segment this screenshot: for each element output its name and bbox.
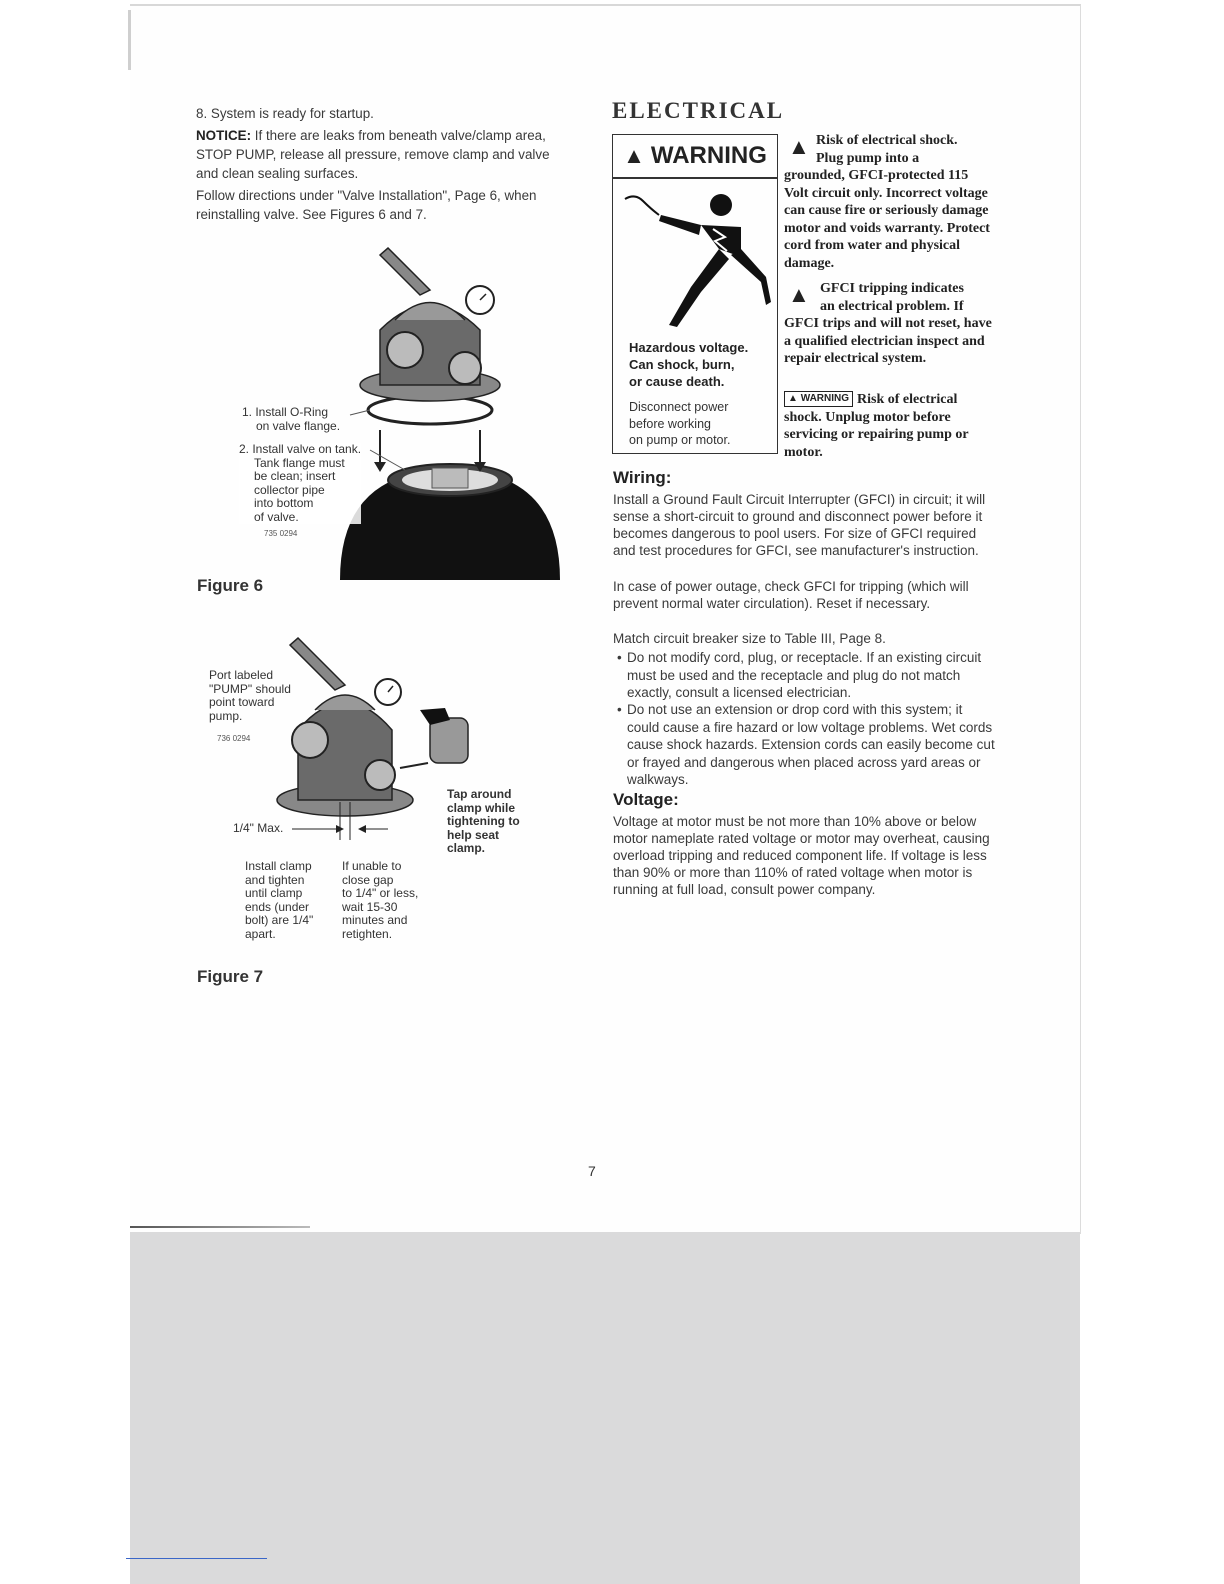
fig7-tap-line-1: Tap around <box>447 787 512 801</box>
warning-2-body: GFCI trips and will not reset, have a qualified electrician inspect and repair electrical system. <box>784 316 992 366</box>
figure-6-label: Figure 6 <box>197 576 264 595</box>
valve-port-left <box>387 332 423 368</box>
valve-handle <box>380 248 430 295</box>
fig7-install-line-2: and tighten <box>245 872 305 887</box>
fig7-install-line-3: until clamp <box>245 886 303 900</box>
tap-arrow <box>400 763 428 768</box>
warning-2-line-2: an electrical problem. If <box>820 298 964 314</box>
fig6-callout-oring <box>242 406 340 433</box>
section-title: ELECTRICAL <box>612 98 785 123</box>
fig7-tap-line-2: clamp while <box>447 800 516 815</box>
page-bottom-edge <box>130 1226 310 1228</box>
fig7-callout-tap <box>447 788 520 856</box>
mini-warning-badge: ▲ WARNING <box>784 391 853 407</box>
bullet-dot-icon: • <box>617 702 622 717</box>
warning-2-head <box>820 280 998 315</box>
fig6-callout-2-line-5: into bottom <box>254 496 314 510</box>
warning-triangle-icon: ▲ <box>788 134 810 159</box>
fig7-unable-line-2: close gap <box>342 872 394 887</box>
scan-background <box>130 1232 1080 1584</box>
disconnect-line-3: on pump or motor. <box>629 433 731 447</box>
bullet-dot-icon: • <box>617 650 622 665</box>
fig7-unable-line-3: to 1/4" or less, <box>342 886 419 900</box>
fig7-unable-line-6: retighten. <box>342 926 393 941</box>
mini-warning-label: WARNING <box>800 393 850 404</box>
fig7-port-line-4: pump. <box>209 708 243 723</box>
fig7-install-line-6: apart. <box>245 926 276 941</box>
fig6-callout-install <box>239 443 361 524</box>
warning-triangle-icon: ▲ <box>623 143 645 168</box>
figure-leg-right <box>731 249 771 305</box>
max-arrow-right-head <box>358 825 366 833</box>
wiring-heading: Wiring: <box>613 468 672 487</box>
valve-port-right <box>449 352 481 384</box>
max-arrow-left-head <box>336 825 344 833</box>
collector-pipe <box>432 468 468 488</box>
notice-paragraph <box>196 126 566 183</box>
disconnect-line-1: Disconnect power <box>629 400 729 414</box>
fig7-port-line-1: Port labeled <box>209 668 274 682</box>
warning-triangle-icon: ▲ <box>788 282 810 307</box>
warning-1-line-2: Plug pump into a <box>816 150 920 166</box>
wiring-paragraph-2: In case of power outage, check GFCI for tripping (which will prevent normal water circulation). Reset if necessary. <box>613 579 969 611</box>
warning-1-head <box>816 132 996 167</box>
warning-box <box>612 134 778 454</box>
page-edge-shadow <box>128 10 131 70</box>
fig7-install-line-5: bolt) are 1/4" <box>245 913 314 927</box>
warning-1-line-1: Risk of electrical shock. <box>816 133 958 148</box>
figure-leg-left <box>669 249 729 327</box>
figure-head <box>710 194 732 216</box>
fig7-port-right <box>365 760 395 790</box>
wire <box>625 196 659 215</box>
warning-1-body: grounded, GFCI-protected 115 Volt circuit only. Incorrect voltage can cause fire or seriously damage motor and voids warranty. Protect cord from water and physical damage. <box>784 168 990 271</box>
notice-label: NOTICE: <box>196 128 252 143</box>
bullet-2-text: Do not use an extension or drop cord with this system; it could cause a fire hazard or low voltage problems. Wet cords cause shock hazards. Extension cords can easily become cut or frayed and dangerous when placed across yard areas or walkways. <box>627 702 995 787</box>
fig7-handle <box>290 638 345 690</box>
disconnect-line-2: before working <box>629 416 711 431</box>
follow-paragraph: Follow directions under "Valve Installation", Page 6, when reinstalling valve. See Figures 6 and 7. <box>196 188 537 222</box>
hazard-line-2: Can shock, burn, <box>629 357 735 372</box>
fig7-port-line-2: "PUMP" should <box>209 681 291 696</box>
fig6-callout-2-line-4: collector pipe <box>254 482 325 497</box>
fig6-callout-2-line-2: Tank flange must <box>254 455 345 470</box>
disconnect-text <box>629 399 730 449</box>
fig7-port-line-3: point toward <box>209 695 275 709</box>
fig6-code: 735 0294 <box>264 529 298 538</box>
page-number: 7 <box>588 1163 596 1179</box>
warning-3 <box>784 391 994 461</box>
arrow-head-left <box>374 462 386 472</box>
fig7-tap-line-4: help seat <box>447 827 500 842</box>
wiring-paragraph-3: Match circuit breaker size to Table III, Page 8. <box>613 631 886 646</box>
fig6-callout-2-line-1: 2. Install valve on tank. <box>239 442 362 456</box>
callout-leader-2 <box>370 450 405 470</box>
voltage-heading: Voltage: <box>613 790 679 809</box>
warning-3-text: Risk of electrical shock. Unplug motor before servicing or repairing pump or motor. <box>784 392 969 460</box>
warning-label: WARNING <box>650 142 767 169</box>
fig7-unable-line-1: If unable to <box>342 859 402 873</box>
fig6-callout-1-line-2: on valve flange. <box>256 418 341 433</box>
max-gap-arrows <box>288 822 398 836</box>
figure-7-label: Figure 7 <box>197 967 264 986</box>
mallet-head <box>430 718 468 763</box>
fig6-callout-2-line-6: of valve. <box>254 509 299 524</box>
hazard-line-3: or cause death. <box>629 374 725 389</box>
fig7-valve-dome <box>315 695 375 710</box>
fig7-tap-line-3: tightening to <box>447 814 520 828</box>
warning-header <box>613 135 777 179</box>
blue-rule <box>126 1558 267 1559</box>
wiring-paragraph-1: Install a Ground Fault Circuit Interrupter (GFCI) in circuit; it will sense a short-circuit to ground and disconnect power before it becomes dangerous to pool users. For size of GFCI required and test procedures for GFCI, see manufacturer's instruction. <box>613 492 986 558</box>
shock-hazard-icon <box>621 187 771 332</box>
fig7-callout-install-clamp <box>245 860 313 941</box>
valve-dome <box>395 303 465 321</box>
fig7-unable-line-4: wait 15-30 <box>342 899 398 914</box>
figure-arm <box>659 215 701 235</box>
hazard-line-1: Hazardous voltage. <box>629 340 749 355</box>
callout-leader-1 <box>350 410 370 415</box>
fig7-max-label: 1/4" Max. <box>233 821 284 835</box>
fig7-code: 736 0294 <box>217 734 251 743</box>
fig7-callout-port <box>209 669 291 723</box>
step-8: 8. System is ready for startup. <box>196 106 374 121</box>
fig7-unable-line-5: minutes and <box>342 913 408 927</box>
fig7-tap-line-5: clamp. <box>447 841 486 855</box>
notice-text: If there are leaks from beneath valve/clamp area, STOP PUMP, release all pressure, remove clamp and valve and clean sealing surfaces. <box>196 128 550 181</box>
fig7-port-left <box>292 722 328 758</box>
voltage-paragraph: Voltage at motor must be not more than 10% above or below motor nameplate rated voltage or motor may overheat, causing overload tripping and reduced component life. If voltage is less than 90% or more than 110% of rated voltage when motor is running at full load, consult power company. <box>613 814 990 897</box>
fig7-callout-unable <box>342 860 418 941</box>
fig6-callout-2-line-3: be clean; insert <box>254 469 336 483</box>
warning-2-line-1: GFCI tripping indicates <box>820 281 964 296</box>
bullet-1-text: Do not modify cord, plug, or receptacle. If an existing circuit must be used and the receptacle and plug do not match exactly, consult a licensed electrician. <box>627 650 982 700</box>
fig7-install-line-1: Install clamp <box>245 859 312 873</box>
hazard-text <box>629 339 748 390</box>
fig7-install-line-4: ends (under <box>245 899 310 914</box>
fig6-callout-1-line-1: 1. Install O-Ring <box>242 405 329 419</box>
